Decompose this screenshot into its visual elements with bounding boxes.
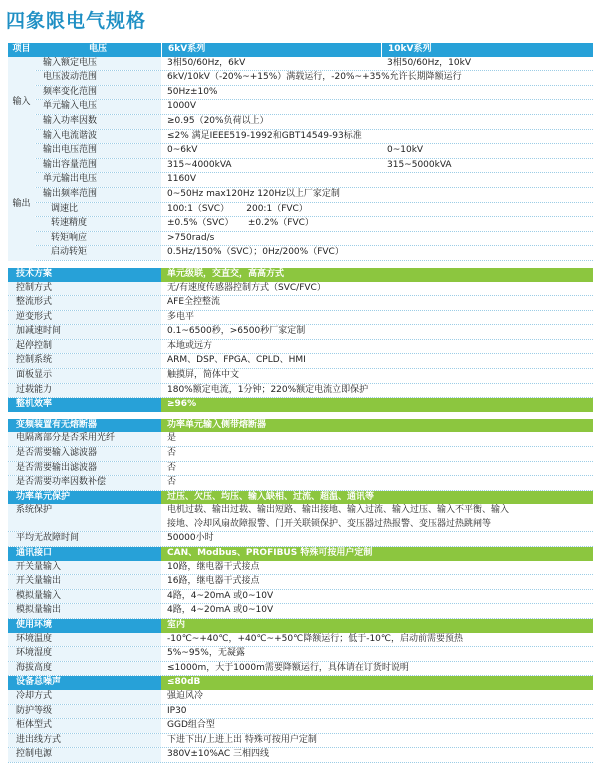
row-value-10kv: 3相50/60Hz，10kV [387, 57, 471, 68]
table-row [8, 462, 593, 477]
row-name: 控制方式 [8, 282, 161, 296]
row-value-10kv: 315~5000kVA [387, 159, 452, 170]
row-value: 16路，继电器干式接点 [167, 576, 260, 587]
row-name: 输出频率范围 [35, 188, 161, 202]
row-value-line: 接地、冷却风扇故障报警、门开关联锁保护、变压器过热报警、变压器过热跳闸等 [167, 518, 492, 529]
row-name: 电压波动范围 [35, 71, 161, 85]
table-row [8, 384, 593, 399]
row-value: 强迫风冷 [167, 690, 204, 701]
table-row [8, 633, 593, 648]
row-name: 起停控制 [8, 340, 161, 354]
section-value: 室内 [161, 619, 593, 633]
row-value: 180%额定电流，1分钟；220%额定电流立即保护 [167, 384, 369, 395]
row-name: 进出线方式 [8, 734, 161, 748]
section-label: 设备总噪声 [8, 676, 161, 690]
row-value: 5%~95%，无凝露 [167, 648, 245, 659]
table-row [8, 232, 593, 247]
row-value: ±0.5%（SVC） ±0.2%（FVC） [167, 218, 314, 229]
row-value: ≥0.95（20%负荷以上） [167, 115, 269, 126]
section-value: 过压、欠压、均压、输入缺相、过流、超温、通讯等 [161, 491, 593, 505]
table-row [8, 188, 593, 203]
row-name: 单元输入电压 [35, 100, 161, 114]
section-value: ≥96% [161, 398, 593, 412]
row-value: 触摸屏，简体中文 [167, 370, 240, 381]
row-value: 50000小时 [167, 533, 214, 544]
row-value: 否 [167, 477, 177, 488]
row-value [161, 504, 593, 531]
table-row [8, 325, 593, 340]
section-label: 使用环境 [8, 619, 161, 633]
row-value: 100:1（SVC） 200:1（FVC） [167, 203, 308, 214]
row-name: 控制电源 [8, 748, 161, 762]
row-value: 无/有速度传感器控制方式（SVC/FVC） [167, 282, 326, 293]
table-row [8, 532, 593, 547]
header-10kv: 10kV系列 [381, 43, 593, 57]
row-value: GGD组合型 [167, 720, 215, 731]
row-name: 是否需要输出滤波器 [8, 462, 161, 476]
row-value: 多电平 [167, 311, 195, 322]
table-row [8, 690, 593, 705]
section-header [8, 419, 593, 433]
row-name: 转速精度 [35, 217, 161, 231]
table-row [8, 705, 593, 720]
table-row [8, 86, 593, 101]
row-value: 10路，继电器干式接点 [167, 561, 260, 572]
row-name: 频率变化范围 [35, 86, 161, 100]
section-value: ≤80dB [161, 676, 593, 690]
row-name: 模拟量输出 [8, 604, 161, 618]
row-name: 逆变形式 [8, 311, 161, 325]
row-value: AFE全控整流 [167, 297, 221, 308]
table-row [8, 100, 593, 115]
table-row [8, 296, 593, 311]
row-name: 环境湿度 [8, 647, 161, 661]
table-row [8, 217, 593, 232]
row-name: 单元输出电压 [35, 173, 161, 187]
table-row [8, 748, 593, 763]
table-row [8, 354, 593, 369]
row-value: >750rad/s [167, 232, 215, 243]
section-value: CAN、Modbus、PROFIBUS 特殊可按用户定制 [161, 547, 593, 561]
row-name: 加减速时间 [8, 325, 161, 339]
table-row [8, 647, 593, 662]
table-row [8, 144, 593, 159]
input-group-label: 输入 [8, 57, 35, 145]
row-name: 输出电压范围 [35, 144, 161, 158]
table-row [8, 604, 593, 619]
section-header [8, 619, 593, 633]
row-name: 平均无故障时间 [8, 532, 161, 546]
row-name: 输入电流谐波 [35, 130, 161, 144]
row-value-10kv: 0~10kV [387, 145, 424, 156]
row-value: 6kV/10kV（-20%~+15%）满载运行，-20%~+35%允许长期降额运行 [167, 72, 462, 83]
section-header [8, 268, 593, 282]
row-value: 1000V [167, 101, 197, 112]
table-row [8, 115, 593, 130]
row-value: 下进下出/上进上出 特殊可按用户定制 [167, 734, 317, 745]
row-value: -10℃~+40℃，+40℃~+50℃降额运行；低于-10℃，启动前需要预热 [167, 633, 463, 644]
row-name: 过载能力 [8, 384, 161, 398]
table-row [8, 432, 593, 447]
row-value-6kv: 0~6kV [167, 145, 198, 156]
table-row [8, 662, 593, 677]
table-row [8, 311, 593, 326]
section-value: 单元级联，交直交，高高方式 [161, 268, 593, 282]
output-group-label: 输出 [8, 144, 35, 261]
table-row [8, 246, 593, 261]
table-row [8, 57, 593, 72]
row-name: 转矩响应 [35, 232, 161, 246]
row-name: 环境温度 [8, 633, 161, 647]
table-row [8, 447, 593, 462]
row-value: 4路，4~20mA 或0~10V [167, 605, 274, 616]
row-name: 系统保护 [8, 504, 161, 531]
table-row [8, 504, 593, 532]
row-name: 模拟量输入 [8, 590, 161, 604]
row-value: ≤2% 满足IEEE519-1992和GBT14549-93标准 [167, 130, 362, 141]
table-row [8, 719, 593, 734]
table-row [8, 369, 593, 384]
row-value: 50Hz±10% [167, 86, 218, 97]
row-name: 控制系统 [8, 354, 161, 368]
row-name: 柜体型式 [8, 719, 161, 733]
table-row [8, 590, 593, 605]
section-label: 技术方案 [8, 268, 161, 282]
page-title: 四象限电气规格 [6, 10, 147, 32]
row-name: 面板显示 [8, 369, 161, 383]
row-value: ARM、DSP、FPGA、CPLD、HMI [167, 355, 306, 366]
section-label: 功率单元保护 [8, 491, 161, 505]
row-name: 海拔高度 [8, 662, 161, 676]
row-name: 开关量输出 [8, 575, 161, 589]
row-name: 启动转矩 [35, 246, 161, 260]
row-value-6kv: 3相50/60Hz，6kV [167, 57, 246, 68]
row-value: 4路，4~20mA 或0~10V [167, 590, 274, 601]
section-header [8, 676, 593, 690]
table-row [8, 130, 593, 145]
row-name: 调速比 [35, 203, 161, 217]
section-header [8, 398, 593, 412]
header-param: 电压 [88, 44, 107, 54]
table-header [8, 43, 593, 57]
row-value: 否 [167, 448, 177, 459]
input-group [8, 57, 593, 145]
section-header [8, 491, 593, 505]
section-label: 通讯接口 [8, 547, 161, 561]
row-value: 是 [167, 433, 177, 444]
output-group [8, 144, 593, 261]
row-name: 是否需要输入滤波器 [8, 447, 161, 461]
table-row [8, 340, 593, 355]
row-value-line: 电机过载、输出过载、输出短路、输出接地、输入过流、输入过压、输入不平衡、输入 [167, 505, 510, 516]
row-value: 380V±10%AC 三相四线 [167, 749, 270, 760]
row-name: 输入功率因数 [35, 115, 161, 129]
section-value: 功率单元输入侧带熔断器 [161, 419, 593, 433]
row-value: 否 [167, 462, 177, 473]
row-name: 冷却方式 [8, 690, 161, 704]
section-label: 整机效率 [8, 398, 161, 412]
table-row [8, 203, 593, 218]
row-name: 整流形式 [8, 296, 161, 310]
row-value: ≤1000m，大于1000m需要降额运行，具体请在订货时说明 [167, 662, 409, 673]
row-value: 0.1~6500秒，>6500秒厂家定制 [167, 326, 306, 337]
header-item: 项目 [12, 44, 31, 54]
row-name: 电隔离部分是否采用光纤 [8, 432, 161, 446]
section-header [8, 547, 593, 561]
row-value-6kv: 315~4000kVA [167, 159, 232, 170]
table-row [8, 282, 593, 297]
header-6kv: 6kV系列 [161, 43, 381, 57]
row-name: 是否需要功率因数补偿 [8, 476, 161, 490]
table-row [8, 734, 593, 749]
table-row [8, 561, 593, 576]
row-name: 防护等级 [8, 705, 161, 719]
row-value: IP30 [167, 705, 187, 716]
section-label: 变频装置有无熔断器 [8, 419, 161, 433]
row-value: 0~50Hz max120Hz 120Hz以上厂家定制 [167, 188, 340, 199]
row-value: 1160V [167, 174, 197, 185]
row-name: 输入额定电压 [35, 57, 161, 71]
spec-table [8, 43, 593, 763]
table-row [8, 71, 593, 86]
table-row [8, 575, 593, 590]
table-row [8, 159, 593, 174]
row-name: 输出容量范围 [35, 159, 161, 173]
table-row [8, 476, 593, 491]
row-value: 0.5Hz/150%（SVC）；0Hz/200%（FVC） [167, 247, 344, 258]
row-name: 开关量输入 [8, 561, 161, 575]
row-value: 本地或远方 [167, 340, 213, 351]
table-row [8, 173, 593, 188]
